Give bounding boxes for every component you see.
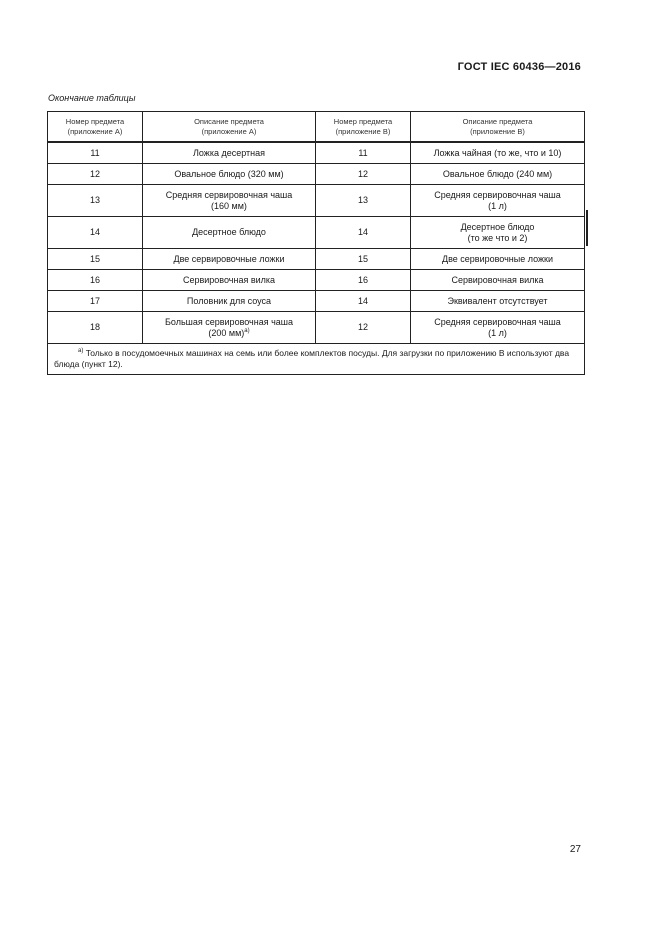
- cell-b-number: 12: [316, 164, 411, 185]
- cell-a-description: Половник для соуса: [143, 291, 316, 312]
- cell-line: Большая сервировочная чаша: [164, 316, 294, 327]
- cell-b-description: [411, 217, 585, 249]
- page-number: 27: [569, 844, 581, 855]
- header-line: (приложение В): [470, 126, 525, 136]
- header-line: (приложение А): [67, 126, 123, 136]
- cell-b-description: [411, 312, 585, 344]
- table-row: [48, 185, 585, 217]
- cell-b-description: [411, 185, 585, 217]
- header-line: Описание предмета: [194, 116, 264, 126]
- cell-b-number: 14: [316, 291, 411, 312]
- table-footnote: [48, 344, 585, 375]
- cell-b-description: Эквивалент отсутствует: [411, 291, 585, 312]
- cell-b-description: Сервировочная вилка: [411, 270, 585, 291]
- header-line: Описание предмета: [462, 116, 533, 126]
- cell-line: Десертное блюдо: [460, 221, 535, 232]
- table-row: [48, 164, 585, 185]
- header-line: (приложение А): [201, 126, 257, 136]
- header-line: Номер предмета: [65, 116, 125, 126]
- table-row: [48, 291, 585, 312]
- cell-a-number: 13: [48, 185, 143, 217]
- table-row: [48, 270, 585, 291]
- table-caption: Окончание таблицы: [48, 93, 136, 103]
- cell-a-description: Десертное блюдо: [143, 217, 316, 249]
- cell-line: Средняя сервировочная чаша: [434, 316, 561, 327]
- cell-a-number: 11: [48, 142, 143, 164]
- cell-a-description: [143, 185, 316, 217]
- cell-a-description: Овальное блюдо (320 мм): [143, 164, 316, 185]
- table-row: [48, 217, 585, 249]
- cell-a-description: [143, 312, 316, 344]
- revision-margin-bar: [586, 210, 588, 246]
- cell-b-number: 14: [316, 217, 411, 249]
- cell-line: (1 л): [488, 200, 507, 211]
- header-item-description-a: [143, 112, 316, 143]
- cell-line: (200 мм): [208, 327, 245, 338]
- footnote-marker: a): [78, 348, 84, 355]
- cell-a-number: 17: [48, 291, 143, 312]
- table-row: [48, 142, 585, 164]
- document-standard-code: ГОСТ IEC 60436—2016: [457, 61, 581, 73]
- header-item-number-a: [48, 112, 143, 143]
- cell-line: Средняя сервировочная чаша: [434, 189, 561, 200]
- header-item-number-b: [316, 112, 411, 143]
- cell-a-description: Две сервировочные ложки: [143, 249, 316, 270]
- cell-b-number: 12: [316, 312, 411, 344]
- cell-a-number: 16: [48, 270, 143, 291]
- table-header-row: [48, 112, 585, 143]
- cell-line: (160 мм): [211, 200, 247, 211]
- table-row: [48, 312, 585, 344]
- cell-line: (1 л): [488, 327, 507, 338]
- cell-b-number: 16: [316, 270, 411, 291]
- cell-b-description: Две сервировочные ложки: [411, 249, 585, 270]
- cell-line: (то же что и 2): [467, 232, 528, 243]
- table-row: [48, 249, 585, 270]
- footnote-reference: a): [244, 327, 250, 334]
- cell-a-number: 14: [48, 217, 143, 249]
- table-footnote-row: [48, 344, 585, 375]
- items-table: [47, 111, 585, 375]
- cell-line: Средняя сервировочная чаша: [165, 189, 293, 200]
- cell-b-number: 13: [316, 185, 411, 217]
- cell-a-number: 15: [48, 249, 143, 270]
- cell-a-description: Сервировочная вилка: [143, 270, 316, 291]
- cell-b-description: Овальное блюдо (240 мм): [411, 164, 585, 185]
- header-line: (приложение В): [335, 126, 391, 136]
- header-item-description-b: [411, 112, 585, 143]
- footnote-text: Только в посудомоечных машинах на семь или более комплектов посуды. Для загрузки по приложению В используют два блюда (пункт 12).: [54, 348, 570, 369]
- cell-a-description: Ложка десертная: [143, 142, 316, 164]
- cell-b-number: 11: [316, 142, 411, 164]
- cell-b-description: Ложка чайная (то же, что и 10): [411, 142, 585, 164]
- cell-a-number: 18: [48, 312, 143, 344]
- header-line: Номер предмета: [333, 116, 393, 126]
- cell-a-number: 12: [48, 164, 143, 185]
- cell-b-number: 15: [316, 249, 411, 270]
